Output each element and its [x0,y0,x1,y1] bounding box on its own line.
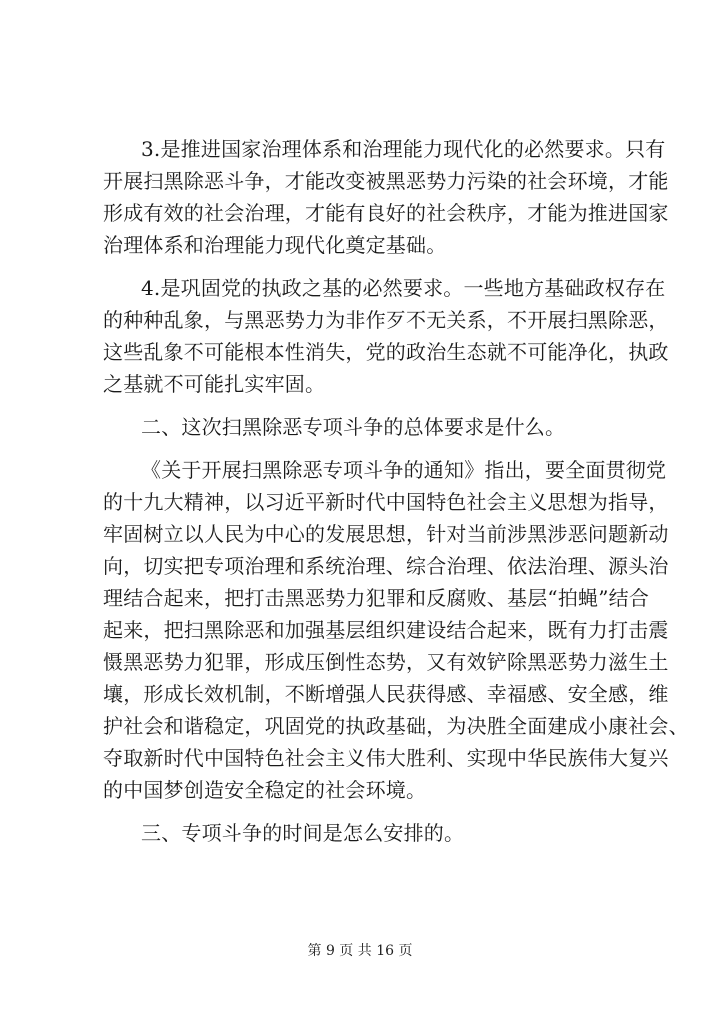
text-line: 理结合起来，把打击黑恶势力犯罪和反腐败、基层“拍蝇”结合 [103,586,650,610]
text-line: 向，切实把专项治理和系统治理、综合治理、依法治理、源头治 [103,554,669,578]
text-line: 牢固树立以人民为中心的发展思想，针对当前涉黑涉恶问题新动 [103,522,669,546]
section-heading-2 [103,411,633,443]
text-line: 慑黑恶势力犯罪，形成压倒性态势，又有效铲除黑恶势力滋生土 [103,650,669,674]
text-line: 这些乱象不可能根本性消失，党的政治生态就不可能净化，执政 [103,340,669,364]
text-line: 壤，形成长效机制，不断增强人民获得感、幸福感、安全感，维 [103,682,669,706]
text-line: 治理体系和治理能力现代化奠定基础。 [103,233,447,257]
document-body [103,133,689,860]
paragraph-point-4 [103,272,669,400]
page-number-footer: 第 9 页 共 16 页 [307,943,413,959]
text-line: 4.是巩固党的执政之基的必然要求。一些地方基础政权存在 [141,276,666,300]
text-line: 《关于开展扫黑除恶专项斗争的通知》指出，要全面贯彻党 [141,458,667,482]
heading-line: 三、专项斗争的时间是怎么安排的。 [141,821,465,845]
text-line: 护社会和谐稳定，巩固党的执政基础，为决胜全面建成小康社会、 [103,714,689,738]
text-line: 开展扫黑除恶斗争，才能改变被黑恶势力污染的社会环境，才能 [103,169,669,193]
text-line: 之基就不可能扎实牢固。 [103,372,326,396]
text-line: 的种种乱象，与黑恶势力为非作歹不无关系，不开展扫黑除恶， [103,308,669,332]
section-heading-3 [103,817,633,849]
text-line: 形成有效的社会治理，才能有良好的社会秩序，才能为推进国家 [103,201,669,225]
paragraph-general-requirements [103,454,689,806]
heading-line: 二、这次扫黑除恶专项斗争的总体要求是什么。 [141,415,566,439]
text-line: 起来，把扫黑除恶和加强基层组织建设结合起来，既有力打击震 [103,618,669,642]
paragraph-point-3 [103,133,669,261]
text-line: 的十九大精神，以习近平新时代中国特色社会主义思想为指导， [103,490,669,514]
text-line: 的中国梦创造安全稳定的社会环境。 [103,778,427,802]
text-line: 3.是推进国家治理体系和治理能力现代化的必然要求。只有 [141,137,666,161]
text-line: 夺取新时代中国特色社会主义伟大胜利、实现中华民族伟大复兴 [103,746,669,770]
